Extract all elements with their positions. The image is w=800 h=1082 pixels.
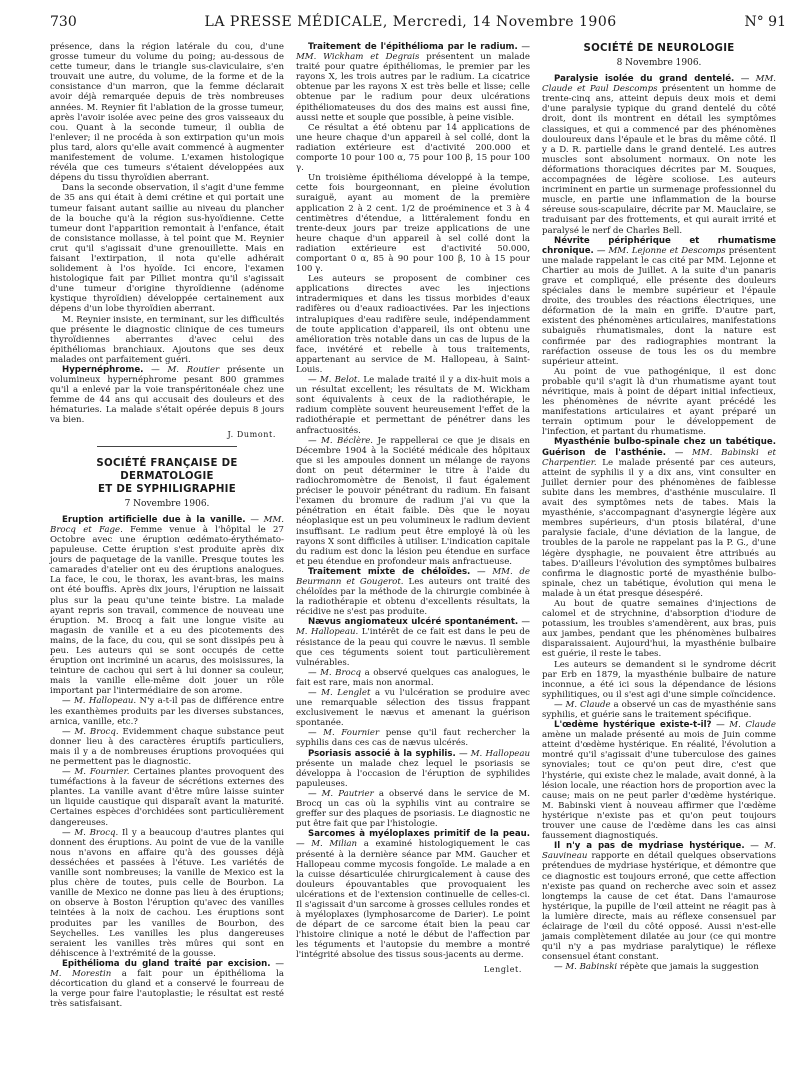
rubric-title: L'œdème hystérique existe-t-il? — [554, 720, 712, 731]
paragraph — [296, 436, 530, 567]
paragraph-text: a observé quelques cas analogues, le fait est rare, mais non anormal. — [296, 667, 531, 688]
paragraph-text: pense qu'il faut rechercher la syphilis dans ces cas de nævus ulcérés. — [296, 728, 530, 749]
author: — M. Lenglet — [308, 688, 371, 698]
author: — M. Brocq. — [62, 827, 119, 838]
paragraph-text: présente un malade chez lequel le psoriasis se développa à l'occasion de l'éruption de syphilides papuleuses. — [296, 758, 530, 789]
author: — M. Fournier — [308, 728, 380, 739]
author: — M. Hallopeau. — [62, 696, 137, 707]
paragraph-text: Evidemment chaque substance peut donner lieu à des caractères éruptifs particuliers, mais il y a de nombreuses éruptions provoquées qui ne permettent pas le diagnostic. — [50, 726, 284, 767]
paragraph — [542, 74, 776, 236]
author: — M. Babinski — [554, 962, 618, 973]
paragraph — [542, 236, 776, 367]
paragraph — [50, 767, 284, 828]
column-1 — [50, 42, 284, 1009]
author: — M. Brocq — [308, 667, 362, 678]
author: — M. Béclère. — [308, 435, 374, 446]
paragraph: Ce résultat a été obtenu par 14 applications de une heure chaque d'un appareil à sel collé, dont la radiation extérieure est d'activité 200.000 et comporte 10 pour 100 α, 75 pour 100 β, 15 pour 100 γ. — [296, 122, 530, 174]
paragraph-text: a examiné histologiquement le cas présenté à la dernière séance par MM. Gaucher et Hallopeau comme mycosis fongoïde. Le malade a en la cuisse désarticulée chirurgicalement à cause des douleurs épouvantables que provoquaient les ulcérations et de l'extension continuelle de celles-ci. Il s'agissait d'un sarcome à grosses cellules rondes et à myéloplaxes (lymphosarcome de Darier). Le point de départ de ce sarcome était bien la peau car l'histoire clinique a noté le début de l'affection par les téguments et l'autopsie du membre a montré l'intégrité absolue des tissus sous-jacents au derme. — [296, 839, 530, 961]
paragraph — [296, 668, 530, 688]
paragraph-text: a fait pour un épithélioma la décortication du gland et a conservé le fourreau de la verge pour faire l'autoplastie; le résultat est resté très satisfaisant. — [50, 968, 285, 1010]
page-header — [50, 14, 786, 40]
paragraph — [296, 829, 530, 960]
paragraph — [50, 696, 284, 726]
paragraph-text: Je rappellerai ce que je disais en Décembre 1904 à la Société médicale des hôpitaux que si les ampoules donnent un mélange de rayons dont on peut déterminer le titre à l'aide du radiochromomètre de Benoist, il faut également préciser le pouvoir pénétrant du radium. En faisant l'examen du bromure de radium j'ai vu que la pénétration en était faible. Dès que le noyau néoplasique est un peu volumineux le radium devient insuffisant. Le radium peut être employé là où les rayons X sont difficiles à utiliser. L'indication capitale du radium est donc la lésion peu étendue en surface et peu étendue en profondeur mais anfractueuse. — [296, 435, 531, 567]
paragraph — [296, 688, 530, 728]
author: — MM. Lejonne et Descomps — [596, 245, 726, 256]
section-title: SOCIÉTÉ FRANÇAISE DE DERMATOLOGIE — [96, 457, 238, 482]
paragraph-text: Le malade présenté par ces auteurs, atteint de syphilis il y a dix ans, vint consulter en Juillet dernier pour des phénomènes de faiblesse subite dans les membres, d'asthénie musculaire. Il avait des symptômes nets de tabes. Mais la myasthénie, s'accompagnant d'asynergie légère aux membres supérieurs, d'un ptosis bilatéral, d'une paralysie faciale, d'une déviation de la langue, de troubles de la parole ne rappelant pas la P. G., d'une légère dysphagie, ne pouvaient être attribués au tabes. D'ailleurs l'évolution des symptômes bulbaires confirma le diagnostic porté de myasthénie bulbo-spinale, chez un tabétique, évolution qui mena le malade à un état presque désespéré. — [542, 457, 776, 599]
author: — M. Brocq. — [62, 726, 119, 737]
paragraph-text: Le malade traité il y a dix-huit mois a un résultat excellent; les résultats de M. Wickham sont équivalents à ceux de la radiothérapie, le radium complète souvent heureusement l'effet de la radiothérapie et permettant de pénétrer dans les anfractuosités. — [296, 375, 530, 436]
paragraph: Dans la seconde observation, il s'agit d'une femme de 35 ans qui était à demi crétine et qui portait une tumeur faisant autant saillie au niveau du plancher de la bouche qu'à la région sus-hyoïdienne. Cette tumeur dont l'apparition remontait à l'enfance, était de consistance mollasse, à tel point que M. Reynier crut qu'il s'agissait d'une grenouillette. Mais en faisant l'extirpation, il nota qu'elle adhérait solidement à l'os hyoïde. Ici encore, l'examen histologique fait par Pilliet montra qu'il s'agissait d'une tumeur d'origine thyroïdienne (adénome kystique thyroïdien) développée certainement aux dépens d'un lobe thyroïdien aberrant. — [50, 183, 284, 315]
paragraph-text: Les auteurs ont traité des chéloïdes par la méthode de la chirurgie combinée à la radiothérapie et obtenu d'excellents résultats, la récidive ne s'est pas produite. — [296, 576, 530, 618]
paragraph — [542, 437, 776, 599]
paragraph: présence, dans la région latérale du cou, d'une grosse tumeur du volume du poing; au-dessous de cette tumeur, dans le triangle sus-claviculaire, s'en trouvait une autre, du volume, de la forme et de la consistance d'un marron, que la femme déclarait avoir déjà remarquée depuis de très nombreuses années. M. Reynier fit l'ablation de la grosse tumeur, après l'avoir isolée avec peine des gros vaisseaux du cou. Quant à la seconde tumeur, il oublia de l'enlever; il ne procéda à son extirpation qu'un mois plus tard, alors qu'elle avait commencé à augmenter manifestement de volume. L'examen histologique révéla que ces tumeurs s'étaient développées aux dépens du tissu thyroïdien aberrant. — [50, 42, 284, 184]
author: — MM. Wickham et Degrais — [296, 42, 530, 63]
paragraph-text: amène un malade présenté au mois de Juin comme atteint d'œdème hystérique. En réalité, l'évolution a montré qu'il s'agissait d'une tuberculose des gaines synoviales; tout ce qu'on peut dire, c'est que l'hystérie, qui existe chez le malade, avait donné, à la lésion locale, une réaction hors de proportion avec la cause; mais on ne peut parler d'œdème hystérique. M. Babinski vient à nouveau affirmer que l'œdème hystérique n'existe pas et qu'on peut toujours trouver une cause de l'œdème dans les cas ainsi faussement diagnostiqués. — [542, 730, 776, 842]
rubric-title: Traitement de l'épithélioma par le radium. — [308, 42, 518, 52]
signature: J. Dumont. — [227, 429, 276, 439]
divider — [97, 446, 237, 447]
author: M. Routier — [167, 365, 220, 375]
section-date: 7 Novembre 1906. — [124, 498, 210, 509]
author: — MM. Claude et Paul Descomps — [542, 74, 776, 95]
rubric-title: Nævus angiomateux ulcéré spontanément. — [308, 617, 519, 628]
section-title: SOCIÉTÉ DE NEUROLOGIE — [583, 43, 735, 54]
paragraph-text: Il y a beaucoup d'autres plantes qui donnent des éruptions. Au point de vue de la vanille nous n'avons en affaire qu'à des gousses déjà desséchées et passées à l'étuve. Les variétés de vanille sont nombreuses; la vanille de Mexico est la plus chère de toutes, puis celle de Bourbon. La vanille de Mexico ne donne pas lieu à des éruptions; on observe à Boston l'éruption qu'avec des vanilles teintées à la noix de cachou. Les éruptions sont produites par les vanilles de Bourbon, des Seychelles. Les vanilles les plus dangereuses seraient les vanilles très mûres qui sont en déhiscence à l'extrémité de la gousse. — [50, 827, 284, 959]
paragraph-text: présentent un malade traité pour quatre épithéliomas, le premier par les rayons X, les trois autres par le radium. La cicatrice obtenue par les rayons X est très belle et lisse; celle obtenue par le radium pour deux ulcérations épithéliomateuses du dos des mains est aussi fine, aussi nette et souple que possible, à peine visible. — [296, 52, 530, 123]
paragraph — [542, 700, 776, 720]
paragraph — [542, 720, 776, 841]
paragraph: M. Reynier insiste, en terminant, sur les difficultés que présente le diagnostic clinique de ces tumeurs thyroïdiennes aberrantes d'avec celui des épithéliomas branchiaux. Ajoutons que ses deux malades ont parfaitement guéri. — [50, 314, 284, 365]
paragraph: Au bout de quatre semaines d'injections de calomel et de strychnine, d'absorption d'iodure de potassium, les troubles s'amendèrent, aux bras, puis aux jambes, pendant que les phénomènes bulbaires disparaissaient. Aujourd'hui, la myasthénie bulbaire est guérie, il reste le tabes. — [542, 598, 776, 660]
author: — M. Belot. — [308, 375, 361, 386]
paragraph-text: Certaines plantes provoquent des tuméfactions à la faveur de sécrétions externes des plantes. La vanille avant d'être mûre laisse suinter un liquide caustique qui disparaît avant la maturité. Certaines espèces d'orchidées sont particulièrement dangereuses. — [50, 767, 284, 828]
columns — [50, 42, 786, 1009]
rubric-title: Il n'y a pas de mydriase hystérique. — [554, 841, 745, 852]
paragraph — [296, 567, 530, 617]
paragraph — [296, 728, 530, 748]
paragraph-text: a vu l'ulcération se produire avec une remarquable sélection des tissus frappant exclusivement le nævus et amenant la guérison spontanée. — [296, 688, 530, 729]
paragraph: Les auteurs se proposent de combiner ces applications directes avec les injections intradermiques et dans les tissus morbides d'eaux radifères ou d'eaux radioactivées. Par les injections intralupiques d'eau radifère seule, indépendamment de toute application d'appareil, ils ont obtenu une amélioration très notable dans un cas de lupus de la face, invétéré et rebelle à tous traitements, appartenant au service de M. Hallopeau, à Saint-Louis. — [296, 274, 530, 375]
paragraph — [296, 42, 530, 123]
rubric-title: Eruption artificielle due à la vanille. — [62, 514, 246, 525]
author: — M. Pautrier — [308, 788, 374, 799]
author: — M. Morestin — [50, 958, 284, 979]
author: — M. Sauvineau — [542, 841, 777, 862]
author: — MM. de Beurmann et Gougerot. — [296, 566, 530, 587]
paragraph-text: répète que jamais la suggestion — [619, 962, 759, 973]
paragraph — [542, 841, 776, 962]
rubric-title: Epithélioma du gland traité par excision. — [62, 958, 271, 969]
rubric-title: Névrite périphérique et rhumatisme chronique. — [542, 235, 776, 256]
author: — M. Hallopeau. — [296, 617, 531, 638]
paragraph — [542, 962, 776, 972]
rubric-title: Sarcomes à myéloplaxes primitif de la peau. — [308, 829, 530, 840]
paragraph — [50, 828, 284, 959]
paragraph — [50, 727, 284, 767]
paragraph-text: présente un volumineux hypernéphrome pesant 800 grammes qu'il a enlevé par la voie transpéritonéale chez une femme de 44 ans qui accusait des douleurs et des hématuries. La malade s'était opérée depuis 8 jours va bien. — [50, 365, 285, 426]
paragraph — [296, 375, 530, 436]
paragraph-text: a observé dans le service de M. Brocq un cas où la syphilis vint au contraire se greffer sur des plaques de psoriasis. Le diagnostic ne put être fait que par l'histologie. — [296, 788, 530, 830]
author: — M. Claude — [554, 699, 611, 710]
author: — MM. Babinski et Charpentier. — [542, 447, 776, 468]
column-3 — [542, 42, 776, 1009]
section-date: 8 Novembre 1906. — [616, 58, 702, 68]
signature: Lenglet. — [483, 964, 522, 974]
paragraph-text: rapporte en détail quelques observations prétendues de mydriase hystérique, et démontre que ce diagnostic est toujours erroné, que cette affection n'existe pas quand on recherche avec soin et assez longtemps la cause de cet état. Dans l'amaurose hystérique, la pupille de l'œil atteint ne réagit pas à la lumière directe, mais au réflexe consensuel par éclairage de l'œil du côté opposé. Aussi n'est-elle jamais complètement dilatée au jour (ce qui montre qu'il n'y a pas mydriase paralytique) le réflexe consensuel étant constant. — [542, 851, 777, 963]
paragraph-text: présentent un homme de trente-cinq ans, atteint depuis deux mois et demi d'une paralysie typique du grand dentelé du côté droit, dont ils montrent en détail les symptômes classiques, et qui a commencé par des phénomènes douloureux dans l'épaule et le bras du même côté. Il y a D. R. partielle dans le grand dentelé. Les autres muscles sont absolument normaux. On note les déformations thoraciques décrites par M. Souques, accompagnées de légère scoliose. Les auteurs incriminent en partie un surmenage professionnel du muscle, en partie une inflammation de la bourse séreuse sous-scapulaire, décrite par M. Mauclaire, se traduisant par des frottements, et qui aurait irrité et paralysé le nerf de Charles Bell. — [542, 84, 777, 236]
paragraph — [50, 959, 284, 1009]
paragraph-text: Femme venue à l'hôpital le 27 Octobre avec une éruption œdémato-érythémato-papuleuse. Cette éruption s'est produite après dix jours de paquetage de la vanille. Presque toutes les camarades d'atelier ont eu des éruptions analogues. La face, le cou, le thorax, les avant-bras, les mains ont été bouffis. Après dix jours, l'éruption ne laissait plus sur la peau qu'une teinte bistre. La malade ayant repris son travail, commence de nouveau une éruption. M. Brocq a fait une longue visite au magasin de vanille et a eu des picotements des mains, de la face, du cou, qui se sont dissipés peu à peu. Les auteurs qui se sont occupés de cette éruption ont incriminé un acarus, des moisissures, la teinture de cachou qui sert à lui donner sa couleur, mais la vanille elle-même doit jouer un rôle important par l'intermédiaire de son arome. — [50, 524, 284, 697]
paragraph-text: a observé un cas de myasthénie sans syphilis, et guérie sans le traitement spécifique. — [542, 699, 776, 720]
paragraph: Les auteurs se demandent si le syndrome décrit par Erb en 1879, la myasthénie bulbaire de nature inconnue, a été ici sous la dépendance de lésions syphilitiques, ou il s'est agi d'une simple coïncidence. — [542, 659, 776, 700]
rubric-title: Traitement mixte de chéloïdes. — [308, 566, 471, 577]
journal-title: LA PRESSE MÉDICALE, Mercredi, 14 Novembre 1906 — [204, 14, 617, 30]
paragraph-text: L'intérêt de ce fait est dans le peu de résistance de la peau qui couvre le nævus. Il semble que ces téguments soient tout particulièrement vulnérables. — [296, 627, 531, 668]
paragraph — [296, 789, 530, 829]
page-number: 730 — [50, 14, 77, 30]
rubric-title: Myasthénie bulbo-spinale chez un tabétique. Guérison de l'asthénie. — [542, 437, 776, 458]
paragraph — [296, 617, 530, 667]
author: — M. Fournier. — [62, 767, 130, 778]
paragraph: Eruption artificielle due à la vanille. — MM. Brocq et Fage. Femme venue à l'hôpital le 27 Octobre avec une éruption œdémato-érythémato-papuleuse. Cette éruption s'est produite après dix jours de paquetage de la vanille. Presque toutes les camarades d'atelier ont eu des éruptions analogues. La face, le cou, le thorax, les avant-bras, les mains ont été bouffis. Après dix jours, l'éruption ne laissait plus sur la peau qu'une teinte bistre. La malade ayant repris son travail, commence de nouveau une éruption. M. Brocq a fait une longue visite au magasin de vanille et a eu des picotements des mains, de la face, du cou, qui se sont dissipés peu à peu. Les auteurs qui se sont occupés de cette éruption ont incriminé un acarus, des moisissures, la teinture de cachou qui sert à lui donner sa couleur, mais la vanille elle-même doit jouer un rôle important par l'intermédiaire de son arome. — [50, 514, 284, 697]
paragraph-text: présentent une malade rappelant le cas cité par MM. Lejonne et Chartier au mois de Juillet. A la suite d'un panaris grave et compliqué, elle présente des douleurs spéciales dans le membre supérieur et l'épaule droite, des troubles des réactions électriques, une déformation de la main en griffe. D'autre part, existent des phénomènes articulaires, manifestations subaiguës rhumatismales, dont la nature est confirmée par des radiographies montrant la raréfaction osseuse de tous les os du membre supérieur atteint. — [542, 245, 776, 367]
paragraph: Hypernéphrome. — M. Routier présente un volumineux hypernéphrome pesant 800 grammes qu'il a enlevé par la voie transpéritonéale chez une femme de 44 ans qui accusait des douleurs et des hématuries. La malade s'était opérée depuis 8 jours va bien. — [50, 365, 285, 426]
paragraph: Au point de vue pathogénique, il est donc probable qu'il s'agit là d'un rhumatisme ayant tout névritique, mais à point de départ initial infectieux, les phénomènes de névrite ayant précédé les manifestations articulaires et ayant préparé un terrain optimum pour le développement de l'infection, et partant du rhumatisme. — [542, 366, 776, 438]
paragraph: Un troisième épithélioma développé à la tempe, cette fois bourgeonnant, en pleine évolution suraiguë, ayant au moment de la première application 2 à 2 cent. 1/2 de proéminence et 3 à 4 centimètres d'étendue, a littéralement fondu en trente-deux jours par treize applications de une heure chaque d'un appareil à sel collé dont la radiation extérieure est d'activité 50.000, comportant 0 α, 85 à 90 pour 100 β, 10 à 15 pour 100 γ. — [296, 173, 530, 275]
author: — M. Hallopeau — [458, 748, 531, 759]
author: — M. Claude — [716, 720, 776, 731]
issue-number: N° 91 — [744, 14, 786, 30]
paragraph-text: N'y a-t-il pas de différence entre les exanthèmes produits par les diverses substances, arnica, vanille, etc.? — [50, 696, 285, 727]
author: MM. Brocq et Fage. — [50, 514, 284, 535]
section-title: ET DE SYPHILIGRAPHIE — [97, 483, 237, 495]
column-2 — [296, 42, 530, 1009]
paragraph — [296, 749, 530, 789]
author: — M. Milian — [296, 839, 358, 850]
rubric-title: Psoriasis associé à la syphilis. — [308, 748, 456, 759]
rubric-title: Hypernéphrome. — [62, 365, 144, 375]
rubric-title: Paralysie isolée du grand dentelé. — [554, 74, 735, 85]
